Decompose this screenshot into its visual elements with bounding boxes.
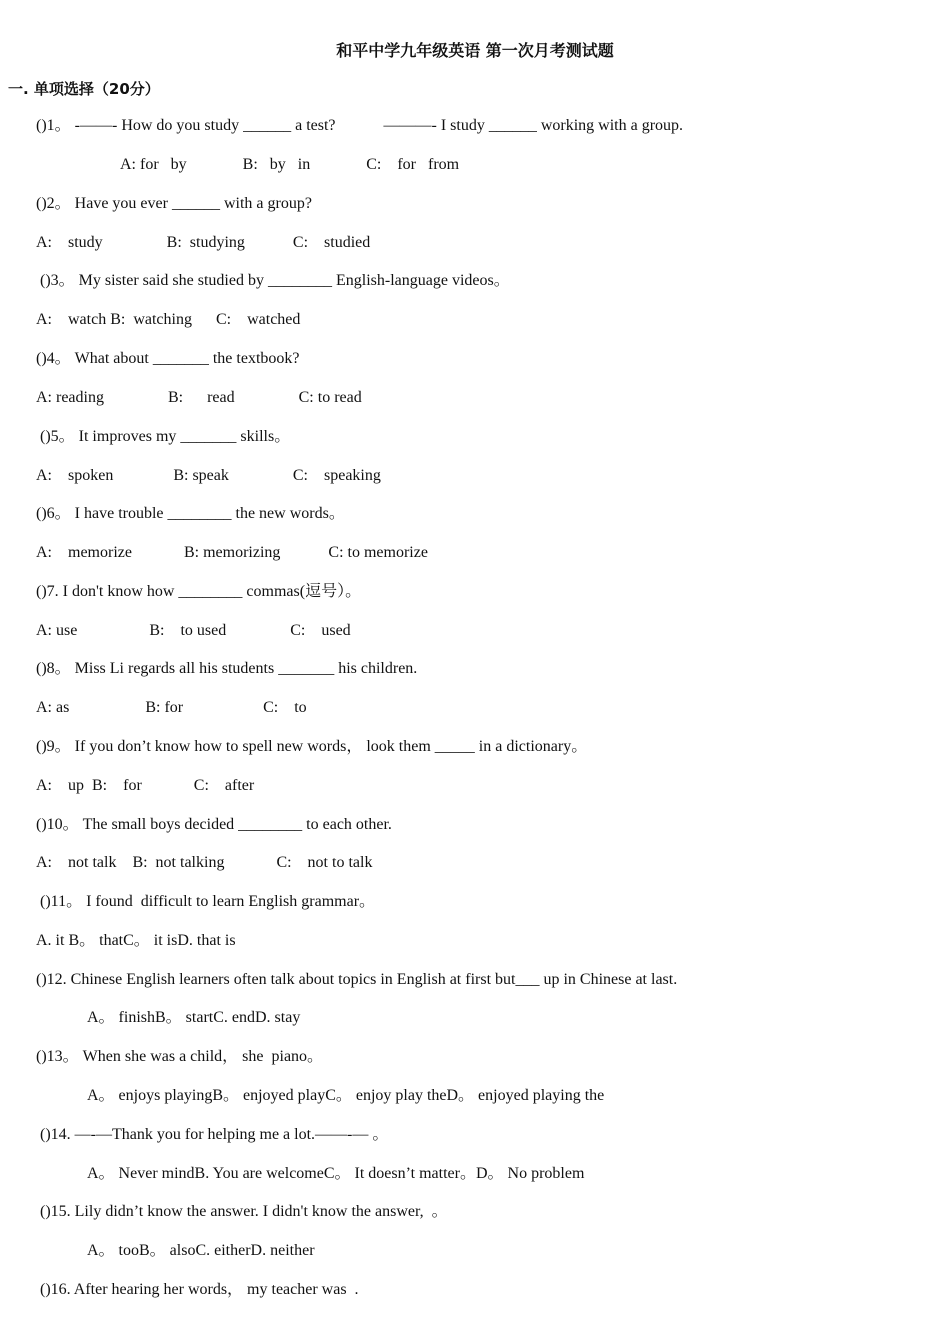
section-heading: 一. 单项选择（20分）	[8, 80, 160, 98]
options-5: A: spoken B: speak C: speaking	[36, 467, 381, 484]
question-14: ()14. —-—Thank you for helping me a lot.——-— 。	[36, 1126, 389, 1143]
options-13: A。 enjoys playingB。 enjoyed playC。 enjoy play theD。 enjoyed playing the	[87, 1087, 605, 1104]
question-8: ()8。 Miss Li regards all his students _______ his children.	[36, 660, 418, 677]
options-3: A: watch B: watching C: watched	[36, 311, 301, 328]
options-11: A. it B。 thatC。 it isD. that is	[36, 932, 236, 949]
question-7: ()7. I don't know how ________ commas(逗号）。	[36, 583, 362, 600]
question-1: ()1。 -——- How do you study ______ a test? ———- I study ______ working with a group.	[36, 117, 684, 134]
question-5: ()5。 It improves my _______ skills。	[36, 428, 291, 445]
options-15: A。 tooB。 alsoC. eitherD. neither	[87, 1242, 315, 1259]
question-10: ()10。 The small boys decided ________ to each other.	[36, 816, 392, 833]
question-13: ()13。 When she was a child， she piano。	[36, 1048, 324, 1065]
question-2: ()2。 Have you ever ______ with a group?	[36, 195, 312, 212]
options-2: A: study B: studying C: studied	[36, 234, 371, 251]
options-4: A: reading B: read C: to read	[36, 389, 362, 406]
question-4: ()4。 What about _______ the textbook?	[36, 350, 300, 367]
options-8: A: as B: for C: to	[36, 699, 307, 716]
options-12: A。 finishB。 startC. endD. stay	[87, 1009, 301, 1026]
options-6: A: memorize B: memorizing C: to memorize	[36, 544, 428, 561]
question-9: ()9。 If you don’t know how to spell new words， look them _____ in a dictionary。	[36, 738, 588, 755]
question-15: ()15. Lily didn’t know the answer. I didn't know the answer, 。	[36, 1203, 448, 1220]
options-9: A: up B: for C: after	[36, 777, 255, 794]
question-11: ()11。 I found difficult to learn English grammar。	[36, 893, 376, 910]
options-1: A: for by B: by in C: for from	[120, 156, 460, 173]
options-14: A。 Never mindB. You are welcomeC。 It doesn’t matter。D。 No problem	[87, 1165, 585, 1182]
question-12: ()12. Chinese English learners often talk about topics in English at first but___ up in Chinese at last.	[36, 971, 678, 988]
question-16: ()16. After hearing her words， my teacher was .	[36, 1281, 359, 1298]
options-10: A: not talk B: not talking C: not to talk	[36, 854, 373, 871]
question-3: ()3。 My sister said she studied by ________ English-language videos。	[36, 272, 510, 289]
options-7: A: use B: to used C: used	[36, 622, 351, 639]
question-6: ()6。 I have trouble ________ the new words。	[36, 505, 345, 522]
page-title: 和平中学九年级英语 第一次月考测试题	[336, 41, 614, 60]
